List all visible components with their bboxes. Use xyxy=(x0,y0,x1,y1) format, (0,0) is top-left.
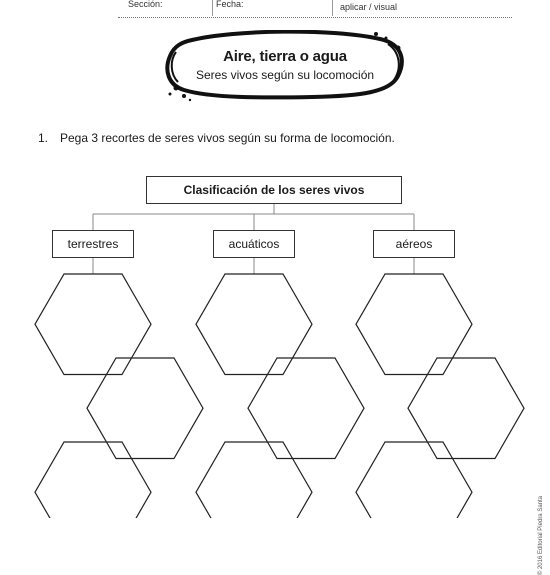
hexagon-cutout-area xyxy=(196,442,312,518)
skill-note: aplicar / visual xyxy=(340,2,398,12)
category-box-acuaticos: acuáticos xyxy=(213,230,295,258)
instruction-text: Pega 3 recortes de seres vivos según su forma de locomoción. xyxy=(60,131,395,145)
copyright-notice: © 2016 Editorial Piedra Santa xyxy=(538,496,544,575)
header-divider xyxy=(212,0,213,16)
hexagon-cutout-area xyxy=(356,442,472,518)
header-divider xyxy=(332,0,333,16)
title-banner xyxy=(162,30,408,104)
classification-diagram xyxy=(0,170,550,518)
hexagon-cutout-area xyxy=(248,358,364,459)
hexagon-cutout-area xyxy=(356,274,472,375)
title-main: Aire, tierra o agua xyxy=(223,48,347,65)
root-classification-box: Clasificación de los seres vivos xyxy=(146,176,402,204)
ink-splash-frame xyxy=(162,30,408,104)
instruction-number: 1. xyxy=(38,131,49,145)
instruction xyxy=(38,131,395,145)
hexagon-cutout-area xyxy=(87,358,203,459)
hexagon-cutout-area xyxy=(35,274,151,375)
connector-lines xyxy=(0,170,550,518)
section-label: Sección: xyxy=(128,0,163,9)
category-box-terrestres: terrestres xyxy=(52,230,134,258)
hexagon-cutout-area xyxy=(35,442,151,518)
hexagon-cutout-area xyxy=(196,274,312,375)
category-box-aereos: aéreos xyxy=(373,230,455,258)
title-subtitle: Seres vivos según su locomoción xyxy=(195,68,375,82)
hexagon-cutout-area xyxy=(408,358,524,459)
header-row xyxy=(118,0,512,18)
date-label: Fecha: xyxy=(216,0,244,9)
